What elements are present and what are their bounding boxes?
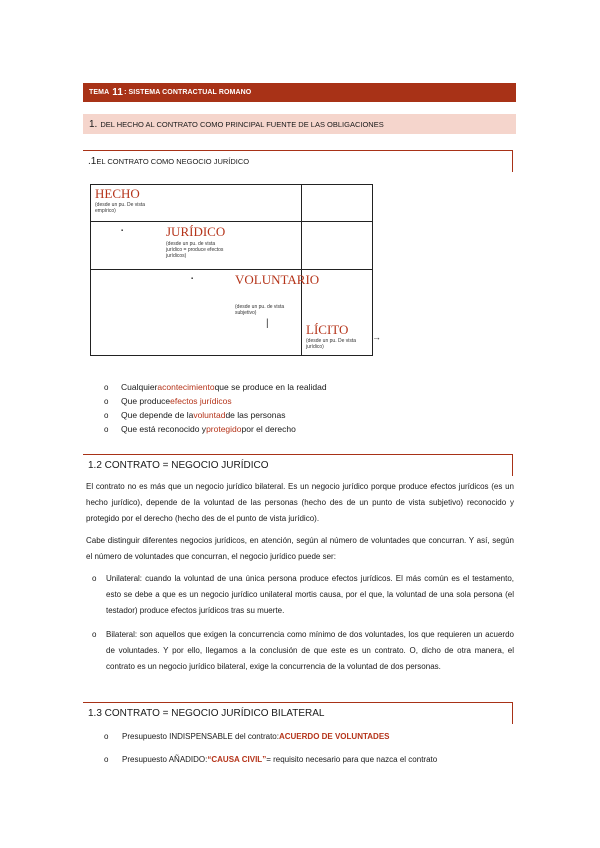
paragraph-negocios: Cabe distinguir diferentes negocios jurídicos, en atención, según al número de voluntades que concurran. Y así, según el número de voluntades que concurran, el negocio jurídico puede ser: — [86, 536, 514, 561]
bullet-text: Que depende de la — [121, 410, 194, 420]
section-1-title: DEL HECHO AL CONTRATO COMO PRINCIPAL FUENTE DE LAS OBLIGACIONES — [100, 119, 384, 129]
subsection-1-2-title: 1.2 CONTRATO = NEGOCIO JURÍDICO — [88, 460, 269, 471]
list-item — [104, 380, 327, 394]
bullet-highlight: ACUERDO DE VOLUNTADES — [278, 732, 390, 741]
voluntario-title: VOLUNTARIO — [235, 272, 320, 287]
topic-header — [83, 83, 516, 102]
list-item — [104, 408, 327, 422]
bullet-icon: o — [92, 630, 97, 639]
bullet-text: Que produce — [121, 396, 171, 406]
bullet-icon: o — [104, 755, 109, 764]
bullet-mark: ▪ — [121, 228, 124, 234]
bullet-highlight: “CAUSA CIVIL” — [207, 755, 267, 764]
arrow-icon: → — [372, 332, 381, 342]
licito-note: (desde un pu. De vista jurídico) — [306, 338, 357, 350]
subsection-1-2-header — [83, 454, 513, 476]
bullet-highlight: protegido — [206, 424, 242, 434]
bullet-mark: ▪ — [191, 276, 194, 282]
bullet-text: Presupuesto AÑADIDO: — [122, 755, 208, 764]
voluntario-note: (desde un pu. de vista subjetivo) — [235, 304, 285, 316]
topic-number: 11 — [112, 87, 124, 98]
licito-title: LÍCITO — [306, 322, 349, 337]
topic-title: : SISTEMA CONTRACTUAL ROMANO — [124, 89, 252, 96]
topic-label: TEMA — [89, 89, 110, 96]
juridico-title: JURÍDICO — [166, 224, 226, 239]
bullet-highlight: acontecimiento — [157, 382, 215, 392]
bullet-icon: o — [104, 382, 109, 392]
list-item — [104, 732, 390, 741]
unilateral-text: Unilateral: cuando la voluntad de una única persona produce efectos jurídicos. El más común es el testamento, esto se debe a que es un negocio jurídico unilateral mortis causa, por el que, la voluntad de una sola persona (el testador) produce efectos jurídicos tras su muerte. — [106, 574, 514, 615]
bullet-highlight: efectos jurídicos — [170, 396, 232, 406]
juridico-note: (desde un pu. de vista jurídico = produce efectos jurídicos) — [166, 241, 224, 259]
nested-concept-diagram — [90, 184, 381, 356]
hecho-note: (desde un pu. De vista empírico) — [95, 202, 146, 214]
subsection-1-1-number: .1 — [88, 156, 97, 167]
bullet-text: Presupuesto INDISPENSABLE del contrato: — [122, 732, 279, 741]
list-item — [104, 422, 327, 436]
bilateral-text: Bilateral: son aquellos que exigen la concurrencia como mínimo de dos voluntades, los que requieren un acuerdo de voluntades. Y por ello, llegamos a la conclusión de que este es un contrato. O, dicho de otra manera, el contrato es un negocio jurídico bilateral, exige la concurrencia de la voluntad de dos personas. — [106, 630, 514, 671]
bullet-text: que se produce en la realidad — [214, 382, 327, 392]
subsection-1-3-title: 1.3 CONTRATO = NEGOCIO JURÍDICO BILATERAL — [88, 708, 325, 719]
bullet-icon: o — [104, 396, 109, 406]
subsection-1-1-title: EL CONTRATO COMO NEGOCIO JURÍDICO — [96, 157, 250, 166]
section-1-number: 1. — [89, 118, 98, 130]
list-item-unilateral — [92, 571, 514, 619]
bullet-text: por el derecho — [241, 424, 296, 434]
list-item — [104, 394, 327, 408]
bullet-text: Que está reconocido y — [121, 424, 207, 434]
bullet-icon: o — [104, 424, 109, 434]
cursor-mark: | — [266, 318, 269, 329]
bullet-text: de las personas — [225, 410, 286, 420]
paragraph-contrato: El contrato no es más que un negocio jurídico bilateral. Es un negocio jurídico porque produce efectos jurídicos (es un hecho jurídico), depende de la voluntad de las personas (hecho des de un punto de vista subjetivo) reconocido y protegido por el derecho (hecho des de el punto de vista jurídico). — [86, 482, 514, 523]
bullet-icon: o — [92, 574, 97, 583]
bullet-icon: o — [104, 410, 109, 420]
subsection-1-1-header — [83, 150, 513, 172]
list-item — [104, 755, 437, 764]
list-item-bilateral — [92, 627, 514, 675]
section-1-header — [83, 114, 516, 134]
subsection-1-3-header — [83, 702, 513, 724]
hecho-title: HECHO — [95, 186, 140, 201]
bullet-icon: o — [104, 732, 109, 741]
bullet-text: = requisito necesario para que nazca el contrato — [266, 755, 438, 764]
bullet-highlight: voluntad — [193, 410, 226, 420]
concept-bullet-list — [104, 380, 327, 436]
bullet-text: Cualquier — [121, 382, 158, 392]
